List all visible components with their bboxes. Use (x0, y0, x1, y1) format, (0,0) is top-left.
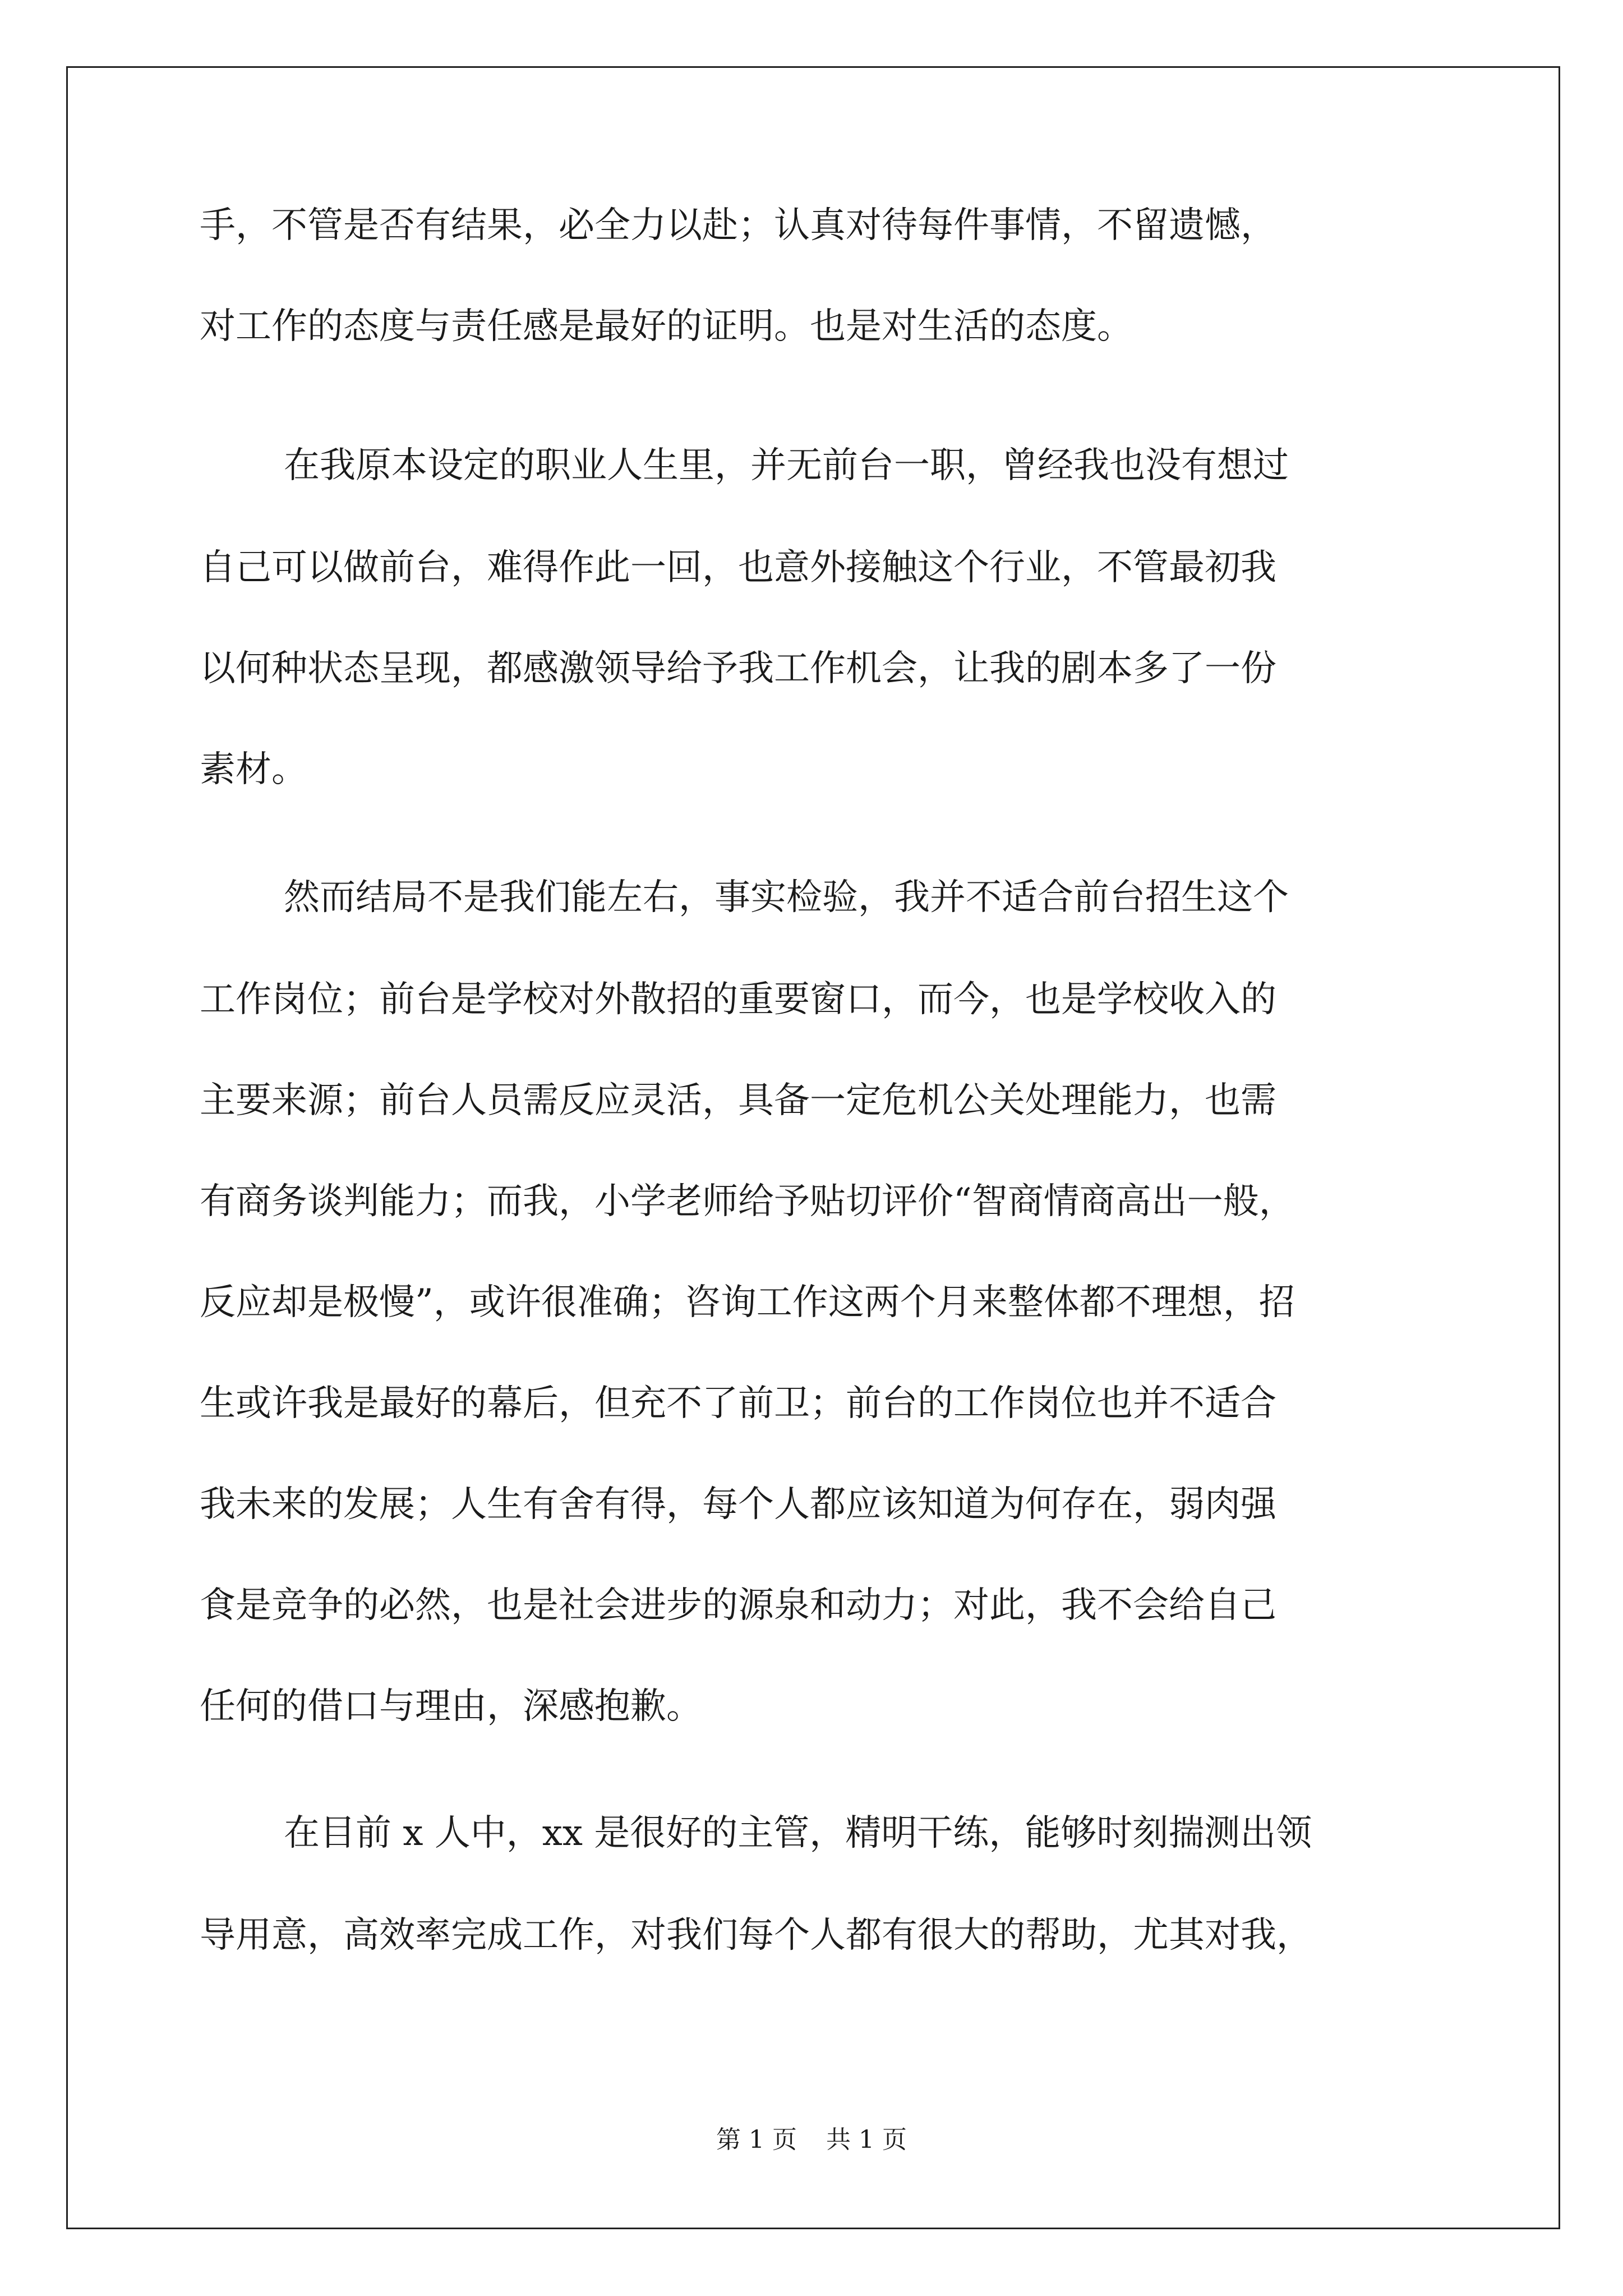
text-line: 素材。 (200, 749, 307, 790)
paragraph-first-line: 在我原本设定的职业人生里，并无前台一职，曾经我也没有想过 (284, 445, 1289, 486)
text-line: 反应却是极慢”，或许很准确；咨询工作这两个月来整体都不理想，招 (200, 1282, 1295, 1323)
paragraph-first-line: 然而结局不是我们能左右，事实检验，我并不适合前台招生这个 (284, 877, 1289, 918)
text-line: 工作岗位；前台是学校对外散招的重要窗口，而今，也是学校收入的 (200, 979, 1276, 1020)
text-line: 导用意，高效率完成工作，对我们每个人都有很大的帮助，尤其对我， (200, 1915, 1312, 1956)
text-line: 主要来源；前台人员需反应灵活，具备一定危机公关处理能力，也需 (200, 1080, 1276, 1121)
text-line: 手，不管是否有结果，必全力以赴；认真对待每件事情，不留遗憾， (200, 205, 1276, 246)
page-total: 共 1 页 (826, 2125, 907, 2154)
text-line: 食是竞争的必然，也是社会进步的源泉和动力；对此，我不会给自己 (200, 1585, 1276, 1626)
page-border (66, 66, 1560, 2229)
page-number: 第 1 页 (716, 2125, 797, 2154)
paragraph-first-line: 在目前 x 人中，xx 是很好的主管，精明干练，能够时刻揣测出领 (284, 1812, 1312, 1854)
text-line: 对工作的态度与责任感是最好的证明。也是对生活的态度。 (200, 306, 1133, 347)
text-line: 自己可以做前台，难得作此一回，也意外接触这个行业，不管最初我 (200, 547, 1276, 588)
text-line: 任何的借口与理由，深感抱歉。 (200, 1686, 702, 1727)
text-line: 以何种状态呈现，都感激领导给予我工作机会，让我的剧本多了一份 (200, 648, 1276, 689)
text-line: 有商务谈判能力；而我，小学老师给予贴切评价“智商情商高出一般， (200, 1181, 1295, 1222)
text-line: 我未来的发展；人生有舍有得，每个人都应该知道为何存在，弱肉强 (200, 1484, 1276, 1525)
text-line: 生或许我是最好的幕后，但充不了前卫；前台的工作岗位也并不适合 (200, 1383, 1276, 1424)
page-footer (0, 2124, 1623, 2156)
